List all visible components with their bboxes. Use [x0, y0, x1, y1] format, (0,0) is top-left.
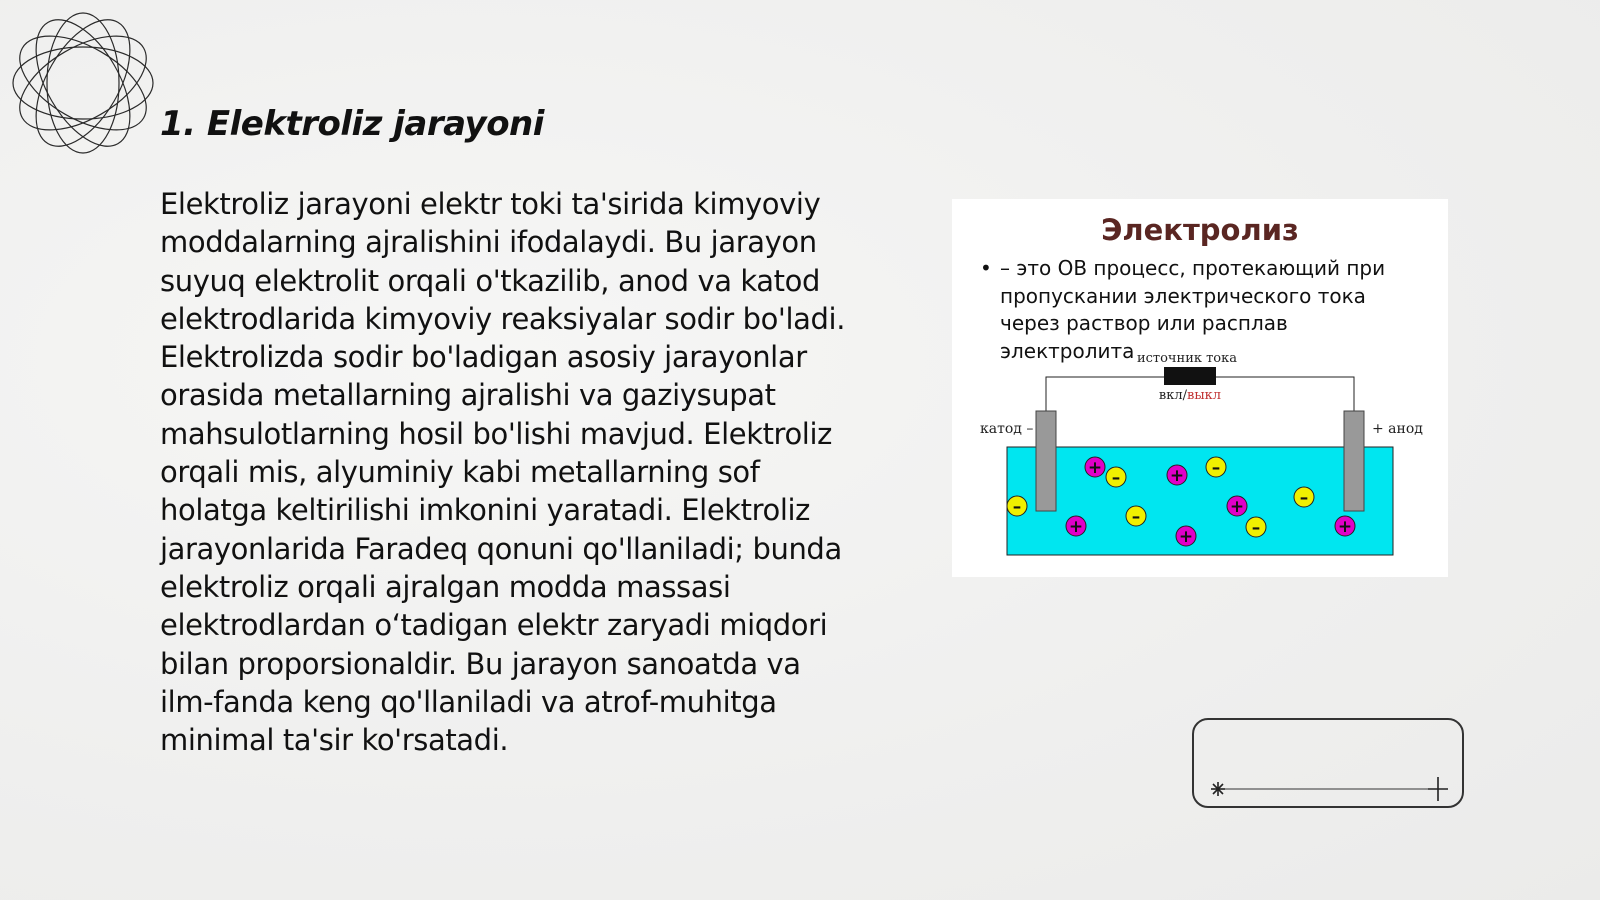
- positive-ion: [1176, 526, 1196, 547]
- electrolysis-figure: [952, 199, 1448, 577]
- switch-label: [1159, 388, 1221, 403]
- figure-title: Электролиз: [1101, 213, 1299, 247]
- switch-off-label: выкл: [1187, 388, 1222, 403]
- power-source-label: источник тока: [1136, 351, 1238, 366]
- negative-ion-sign: –: [1211, 458, 1221, 478]
- anode-electrode: [1344, 411, 1364, 511]
- star-icon: [1211, 782, 1225, 796]
- negative-ion-sign: –: [1299, 488, 1309, 508]
- cathode-electrode: [1036, 411, 1056, 511]
- positive-ion: [1335, 516, 1355, 537]
- positive-ion: [1066, 516, 1086, 537]
- decorative-line: [1194, 720, 1466, 810]
- positive-ion-sign: +: [1068, 517, 1084, 537]
- negative-ion-sign: –: [1131, 507, 1141, 527]
- power-source: [1164, 367, 1216, 385]
- slide-title: 1. Elektroliz jarayoni: [160, 104, 544, 144]
- positive-ion: [1167, 465, 1187, 486]
- positive-ion-sign: +: [1337, 517, 1353, 537]
- spirograph-ornament-icon: [10, 10, 156, 156]
- cathode-label: катод –: [980, 421, 1034, 437]
- body-text: Elektroliz jarayoni elektr toki ta'sirida kimyoviy moddalarning ajralishini ifodalaydi. Bu jarayon suyuq elektrolit orqali o'tkazilib, anod va katod elektrodlarida kimyoviy reaksiyalar sodir bo'ladi. Elektrolizda sodir bo'ladigan asosiy jarayonlar orasida metallarning ajralishi va gaziysupat mahsulotlarning hosil bo'lishi mavjud. Elektroliz orqali mis, alyuminiy kabi metallarning sof holatga keltirilishi imkonini yaratadi. Elektroliz jarayonlarida Faradeq qonuni qo'llaniladi; bunda elektroliz orqali ajralgan modda massasi elektrodlardan o‘tadigan elektr zaryadi miqdori bilan proporsionaldir. Bu jarayon sanoatda va ilm-fanda keng qo'llaniladi va atrof-muhitga minimal ta'sir ko'rsatadi.: [160, 187, 846, 758]
- positive-ion-sign: +: [1229, 497, 1245, 517]
- negative-ion-sign: –: [1111, 468, 1121, 488]
- negative-ion-sign: –: [1251, 518, 1261, 538]
- electrolyte-bath: [1007, 447, 1393, 555]
- anode-label: + анод: [1372, 421, 1423, 437]
- bullet-icon: •: [980, 256, 992, 280]
- negative-ion-sign: –: [1012, 497, 1022, 517]
- electrolysis-cell-diagram: [952, 199, 1448, 577]
- positive-ion-sign: +: [1178, 527, 1194, 547]
- positive-ion-sign: +: [1169, 466, 1185, 486]
- decorative-frame: [1192, 718, 1464, 808]
- positive-ion: [1227, 496, 1247, 517]
- switch-on-label: вкл/: [1158, 388, 1188, 403]
- cross-icon: [1428, 777, 1448, 801]
- positive-ion: [1085, 457, 1105, 478]
- figure-description: – это ОВ процесс, протекающий при пропускании электрического тока через раствор или расплав электролита: [1000, 256, 1386, 363]
- positive-ion-sign: +: [1087, 458, 1103, 478]
